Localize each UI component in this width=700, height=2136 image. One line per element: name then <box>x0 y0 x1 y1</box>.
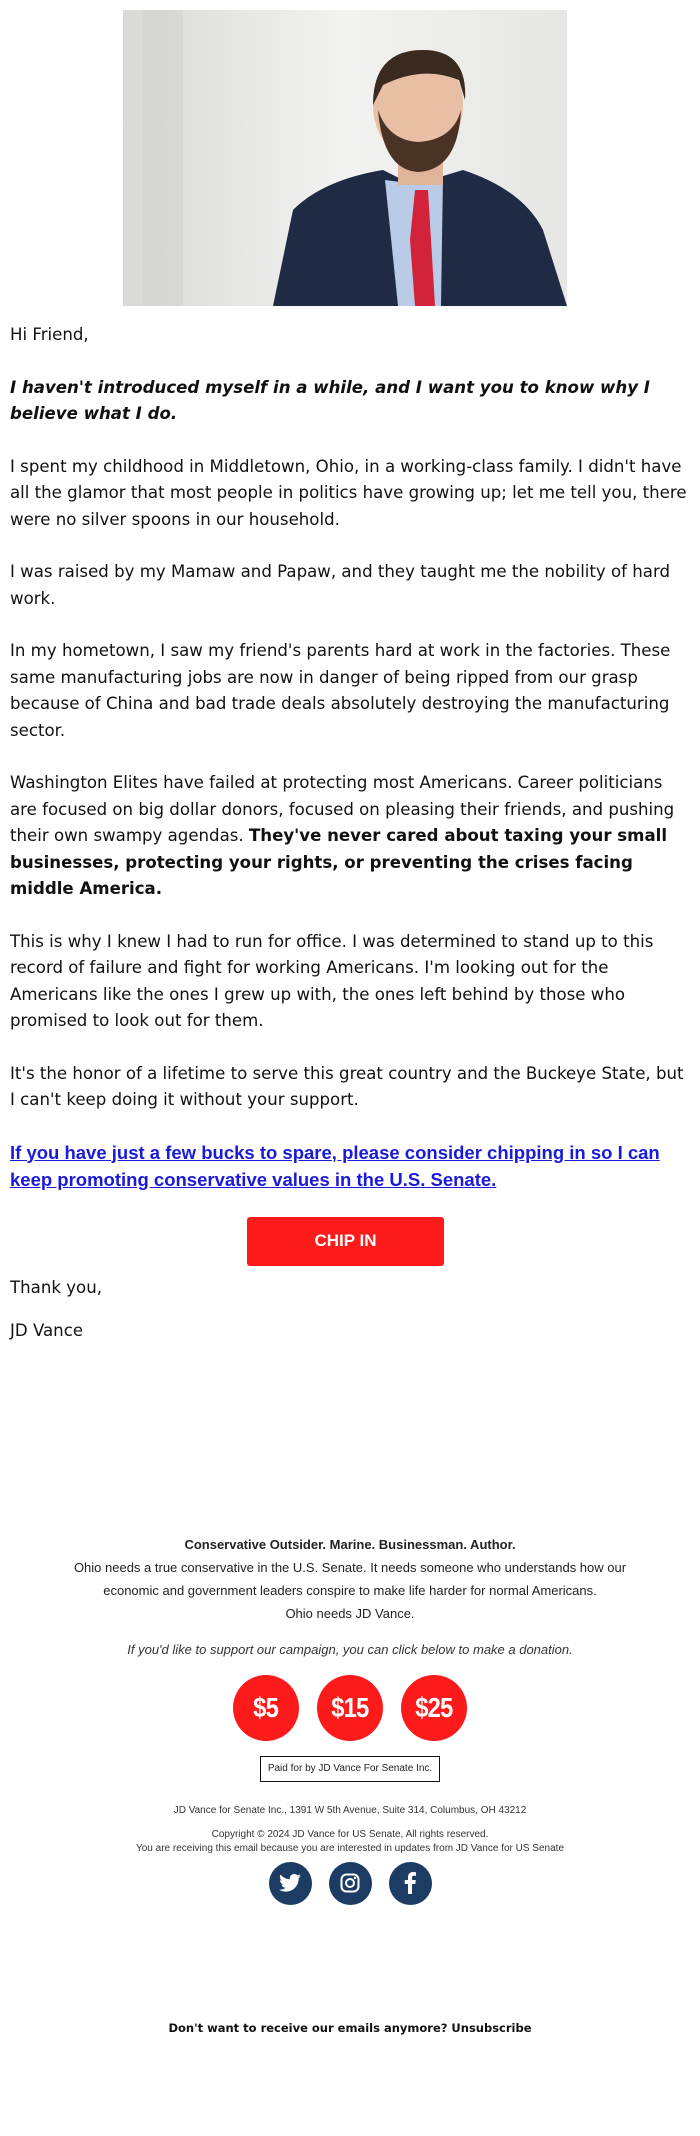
unsubscribe-link[interactable]: Unsubscribe <box>451 2020 532 2035</box>
paragraph: I spent my childhood in Middletown, Ohio, in a working-class family. I didn't have all the glamor that most people in politics have growing up; let me tell you, there were no silver spoons in our household. <box>10 456 687 529</box>
greeting: Hi Friend, <box>10 325 89 344</box>
unsubscribe-line <box>0 2020 700 2036</box>
paragraph: I was raised by my Mamaw and Papaw, and they taught me the nobility of hard work. <box>10 562 671 608</box>
donate-link[interactable]: If you have just a few bucks to spare, please consider chipping in so I can keep promoting conservative values in the U.S. Senate. <box>10 1141 660 1190</box>
instagram-icon <box>340 1873 360 1893</box>
donate-25-button[interactable] <box>401 1675 467 1741</box>
paid-for-text: Paid for by JD Vance For Senate Inc. <box>260 1756 440 1782</box>
about-text-2: Ohio needs JD Vance. <box>285 1605 415 1621</box>
donate-15-label: $15 <box>331 1691 369 1723</box>
paragraph: This is why I knew I had to run for office. I was determined to stand up to this record of failure and fight for working Americans. I'm looking out for the Americans like the ones I grew up with, the ones left behind by those who promised to look out for them. <box>10 931 654 1030</box>
donation-buttons <box>0 1675 700 1741</box>
support-text: If you'd like to support our campaign, you can click below to make a donation. <box>127 1641 573 1657</box>
facebook-icon <box>404 1872 416 1894</box>
tagline: Conservative Outsider. Marine. Businessman. Author. <box>184 1536 516 1552</box>
paid-for-disclaimer <box>0 1756 700 1782</box>
instagram-button[interactable] <box>329 1862 372 1905</box>
closing: Thank you, <box>10 1277 102 1297</box>
footer-about <box>0 1533 700 1625</box>
unsubscribe-prefix: Don't want to receive our emails anymore? <box>168 2020 452 2035</box>
social-links <box>0 1862 700 1905</box>
donate-5-button[interactable] <box>233 1675 299 1741</box>
footer <box>0 1533 700 2136</box>
paragraph-bold-text: They've never cared about taxing your small businesses, protecting your rights, or preventing the crises facing middle America. <box>10 826 668 898</box>
donate-25-label: $25 <box>415 1691 453 1723</box>
email-body <box>0 306 700 1195</box>
paragraph: In my hometown, I saw my friend's parents hard at work in the factories. These same manufacturing jobs are now in danger of being ripped from our grasp because of China and bad trade deals absolutely destroying the manufacturing sector. <box>10 641 671 740</box>
about-text: Ohio needs a true conservative in the U.S. Senate. It needs someone who understands how our economic and government leaders conspire to make life harder for normal Americans. <box>73 1559 627 1598</box>
address: JD Vance for Senate Inc., 1391 W 5th Avenue, Suite 314, Columbus, OH 43212 <box>173 1804 527 1816</box>
intro-paragraph: I haven't introduced myself in a while, and I want you to know why I believe what I do. <box>10 377 650 423</box>
receiving-notice: You are receiving this email because you are interested in updates from JD Vance for US Senate <box>135 1842 565 1854</box>
copyright-block <box>0 1828 700 1856</box>
facebook-button[interactable] <box>389 1862 432 1905</box>
copyright: Copyright © 2024 JD Vance for US Senate, All rights reserved. <box>211 1828 489 1840</box>
donate-15-button[interactable] <box>317 1675 383 1741</box>
signature: JD Vance <box>10 1320 84 1340</box>
paragraph <box>10 770 690 903</box>
twitter-icon <box>279 1873 301 1893</box>
paragraph: It's the honor of a lifetime to serve this great country and the Buckeye State, but I can't keep doing it without your support. <box>10 1063 684 1109</box>
chip-in-button[interactable]: CHIP IN <box>247 1217 444 1266</box>
donate-5-label: $5 <box>253 1691 279 1723</box>
paragraph-text: Washington Elites have failed at protecting most Americans. Career politicians are focused on big dollar donors, focused on pleasing their friends, and pushing their own swampy agendas. <box>10 773 675 845</box>
twitter-button[interactable] <box>269 1862 312 1905</box>
candidate-photo <box>123 10 567 306</box>
